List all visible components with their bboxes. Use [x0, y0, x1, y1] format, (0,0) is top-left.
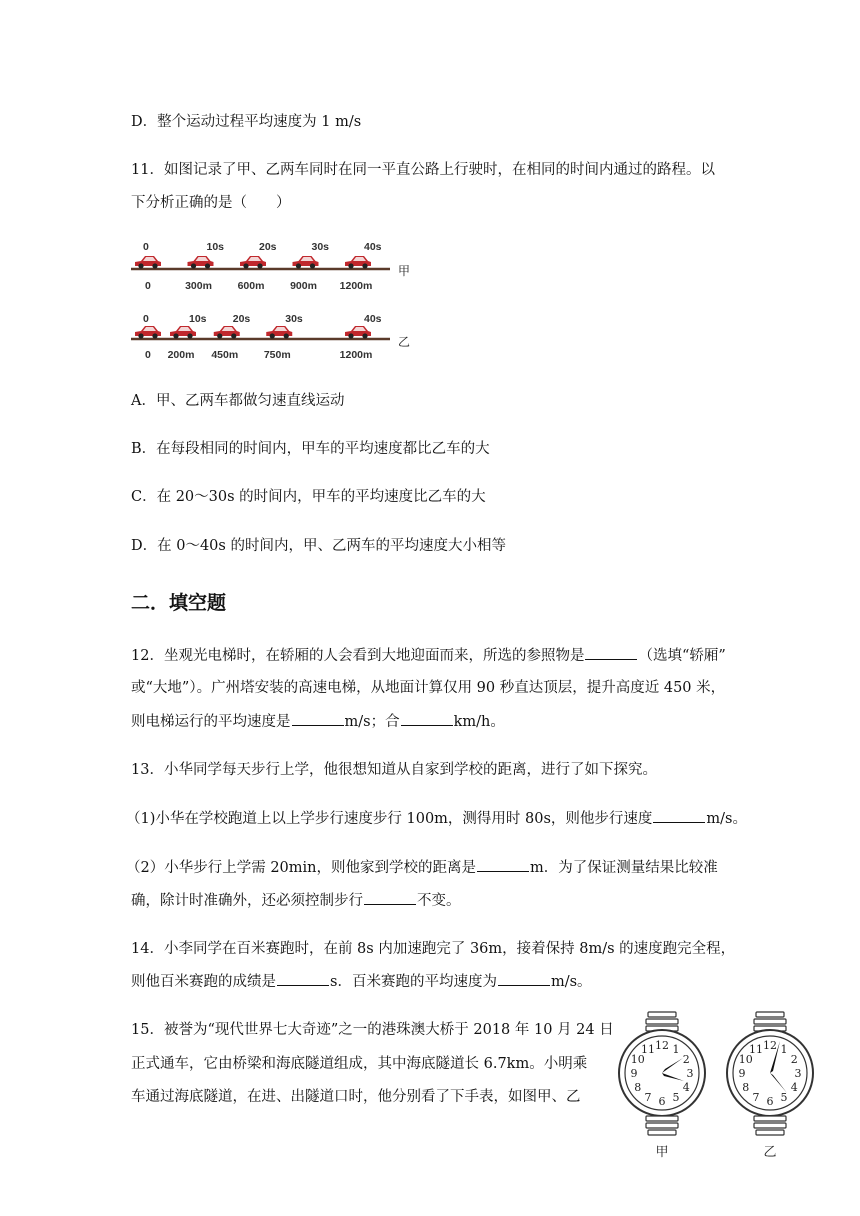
- q12-text: （选填“轿厢”: [638, 648, 726, 664]
- q11-option-b: B．在每段相同的时间内，甲车的平均速度都比乙车的大: [131, 441, 490, 457]
- answer-blank: [477, 857, 529, 872]
- dial-number: 8: [742, 1081, 750, 1094]
- q15-line1: 15．被誉为“现代世界七大奇迹”之一的港珠澳大桥于 2018 年 10 月 24 日: [131, 1022, 614, 1038]
- q12-text: 12．坐观光电梯时，在轿厢的人会看到大地迎面而来，所选的参照物是: [131, 648, 585, 664]
- q11-car-diagram: [128, 236, 428, 366]
- answer-blank: [401, 711, 453, 726]
- car-b-distance-label: 200m: [167, 349, 195, 361]
- car_a-car-icon: [240, 256, 266, 269]
- dial-number: 7: [644, 1091, 652, 1105]
- q14-line1: 14．小李同学在百米赛跑时，在前 8s 内加速跑完了 36m，接着保持 8m/s 的速度跑完全程，: [131, 941, 736, 957]
- dial-number: 2: [790, 1053, 798, 1066]
- q13-part2-cont: [131, 890, 461, 911]
- watch-b-bottom-strap: [754, 1116, 786, 1135]
- q12-line2: 或“大地”）。广州塔安装的高速电梯，从地面计算仅用 90 秒直达顶层，提升高度近 450 米，: [131, 680, 726, 696]
- dial-number: 3: [794, 1067, 802, 1080]
- answer-blank: [292, 711, 344, 726]
- car-a-distance-label: 600m: [237, 280, 265, 292]
- car_b-car-icon: [214, 326, 240, 339]
- q15-line3: 车通过海底隧道，在进、出隧道口时，他分别看了下手表，如图甲、乙: [131, 1089, 581, 1105]
- q11-option-c: C．在 20～30s 的时间内，甲车的平均速度比乙车的大: [131, 489, 486, 505]
- car-b-distance-label: 450m: [211, 349, 239, 361]
- dial-number: 11: [749, 1042, 763, 1056]
- car-a-distance-labels: [145, 280, 372, 292]
- car-a-distance-label: 300m: [185, 280, 212, 292]
- answer-blank: [364, 890, 416, 905]
- dial-number: 11: [641, 1042, 655, 1056]
- dial-number: 7: [752, 1091, 760, 1105]
- q13-stem: 13．小华同学每天步行上学，他很想知道从自家到学校的距离，进行了如下探究。: [131, 762, 657, 778]
- answer-blank: [585, 645, 637, 660]
- q11-option-a: A．甲、乙两车都做匀速直线运动: [131, 393, 345, 409]
- q12-line1: [131, 645, 726, 666]
- dial-number: 10: [630, 1053, 645, 1066]
- q13-text: （1)小华在学校跑道上以上学步行速度步行 100m，测得用时 80s，则他步行速度: [126, 811, 653, 827]
- watch-a-label: 甲: [655, 1144, 669, 1159]
- car-a-time-label: 10s: [206, 241, 225, 253]
- dial-number: 1: [780, 1042, 788, 1056]
- car_a-car-icon: [293, 256, 319, 269]
- car-b-distance-label: 1200m: [339, 349, 373, 361]
- dial-number: 1: [672, 1042, 680, 1056]
- car-a-icons: [135, 256, 371, 269]
- answer-blank: [653, 808, 705, 823]
- q11-stem-line1: 11．如图记录了甲、乙两车同时在同一平直公路上行驶时，在相同的时间内通过的路程。以: [131, 162, 715, 178]
- car-a-distance-label: 900m: [290, 280, 317, 292]
- car_a-car-icon: [188, 256, 214, 269]
- car-a-time-label: 40s: [364, 241, 382, 253]
- dial-number: 6: [658, 1095, 666, 1108]
- car_b-car-icon: [345, 326, 371, 339]
- q11-option-d: D．在 0～40s 的时间内，甲、乙两车的平均速度大小相等: [131, 538, 506, 554]
- car-b-track: [131, 313, 410, 361]
- watch-b: [720, 1010, 820, 1170]
- car-b-label: 乙: [398, 335, 411, 349]
- car-b-distance-label: 0: [145, 349, 151, 361]
- car-a-distance-label: 1200m: [339, 280, 373, 292]
- dial-number: 3: [686, 1067, 694, 1080]
- dial-number: 5: [672, 1091, 680, 1105]
- car-a-distance-label: 0: [145, 280, 151, 292]
- q10-option-d: D．整个运动过程平均速度为 1 m/s: [131, 114, 362, 130]
- q13-part2: [126, 857, 718, 878]
- car-a-time-label: 0: [143, 241, 149, 253]
- car-b-time-label: 0: [143, 313, 149, 325]
- q14-text: s．百米赛跑的平均速度为: [330, 974, 497, 990]
- car_a-car-icon: [135, 256, 161, 269]
- section-title: 二．填空题: [131, 592, 227, 614]
- car_a-car-icon: [345, 256, 371, 269]
- answer-blank: [498, 971, 550, 986]
- q14-text: 则他百米赛跑的成绩是: [131, 974, 276, 990]
- car-a-track: [131, 241, 410, 292]
- q15-line2: 正式通车，它由桥梁和海底隧道组成，其中海底隧道长 6.7km。小明乘: [131, 1056, 588, 1072]
- car-b-distance-label: 750m: [263, 349, 291, 361]
- q13-text: （2）小华步行上学需 20min，则他家到学校的距离是: [126, 860, 477, 876]
- watch-a-bottom-strap: [646, 1116, 678, 1135]
- dial-number: 2: [682, 1053, 690, 1066]
- dial-number: 4: [790, 1081, 798, 1094]
- q13-text: 不变。: [417, 893, 461, 909]
- q13-text: m．为了保证测量结果比较准: [530, 860, 718, 876]
- q12-text: 则电梯运行的平均速度是: [131, 714, 291, 730]
- watch-b-top-strap: [754, 1012, 786, 1031]
- dial-number: 5: [780, 1091, 788, 1105]
- q14-text: m/s。: [550, 974, 592, 990]
- car-b-time-label: 40s: [364, 313, 382, 325]
- q12-text: km/h。: [453, 714, 505, 730]
- dial-number: 4: [682, 1081, 690, 1094]
- dial-number: 6: [766, 1095, 774, 1108]
- dial-number: 8: [634, 1081, 642, 1094]
- car-a-label: 甲: [398, 264, 411, 278]
- watch-b-label: 乙: [763, 1144, 777, 1159]
- watch-a: [612, 1010, 712, 1170]
- watch-a-top-strap: [646, 1012, 678, 1031]
- dial-number: 12: [763, 1039, 777, 1052]
- q14-line2: [131, 971, 592, 992]
- q13-text: m/s。: [706, 811, 747, 827]
- dial-number: 12: [655, 1039, 669, 1052]
- dial-number: 9: [738, 1067, 746, 1080]
- car_b-car-icon: [266, 326, 292, 339]
- car-b-icons: [135, 326, 371, 339]
- q11-stem-line2: 下分析正确的是（ ）: [131, 195, 291, 211]
- q12-text: m/s；合: [344, 714, 400, 730]
- q13-part1: [126, 808, 747, 829]
- answer-blank: [277, 971, 329, 986]
- car-b-time-label: 30s: [285, 313, 303, 325]
- car-a-time-label: 30s: [311, 241, 330, 253]
- car-b-time-labels: [143, 313, 382, 325]
- car-b-time-label: 20s: [232, 313, 251, 325]
- car_b-car-icon: [135, 326, 161, 339]
- q12-line3: [131, 711, 505, 732]
- car-b-distance-labels: [145, 349, 372, 361]
- car-b-time-label: 10s: [189, 313, 207, 325]
- car-a-time-labels: [143, 241, 382, 253]
- q13-text: 确，除计时准确外，还必须控制步行: [131, 893, 363, 909]
- dial-number: 9: [630, 1067, 638, 1080]
- dial-number: 10: [738, 1053, 753, 1066]
- car-a-time-label: 20s: [259, 241, 277, 253]
- car_b-car-icon: [170, 326, 196, 339]
